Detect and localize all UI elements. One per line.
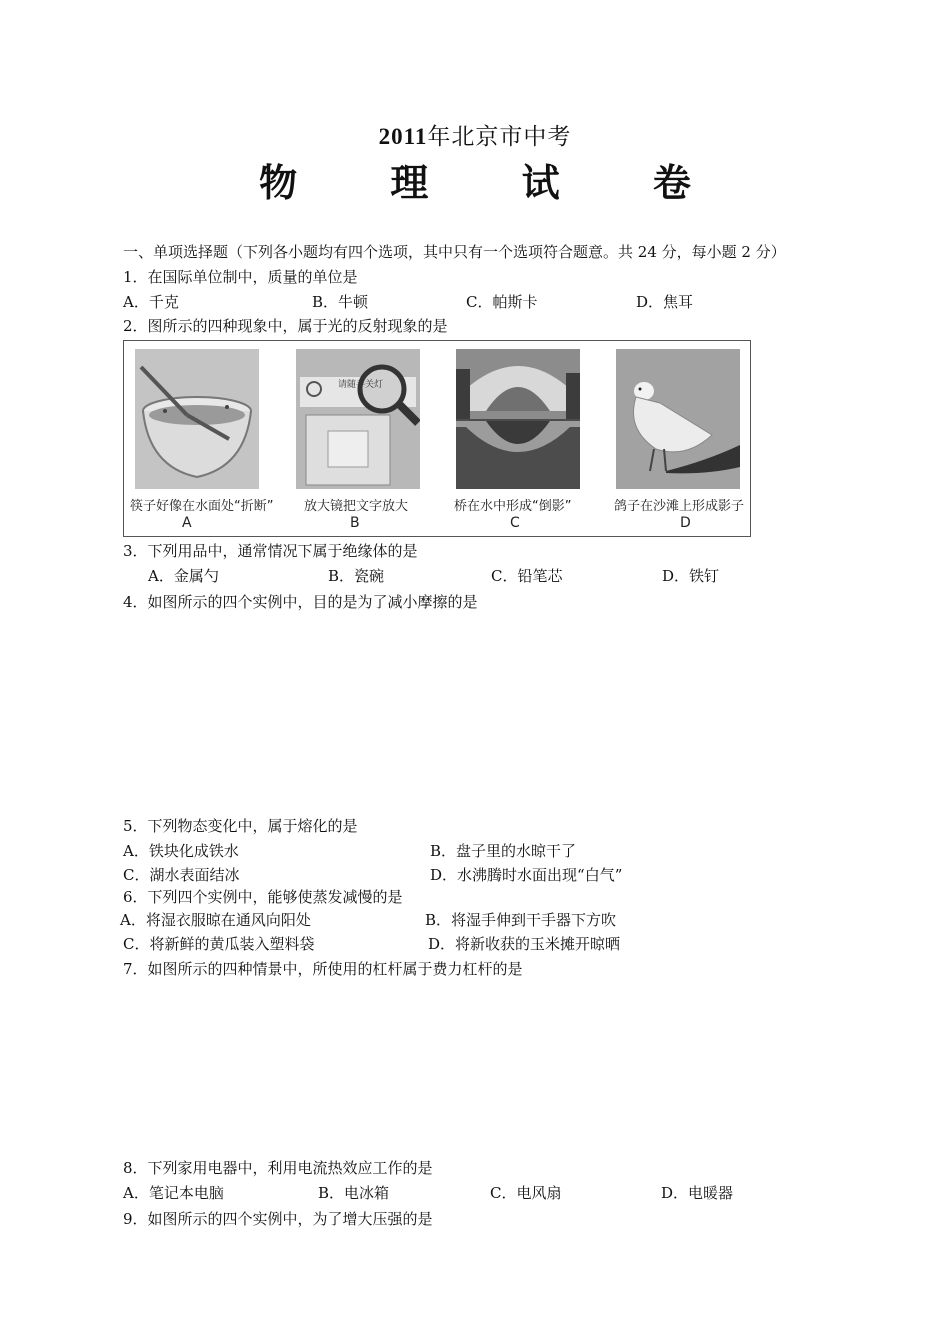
q1-option-d: D．焦耳	[636, 293, 694, 311]
exam-subtitle-text: 年北京市中考	[427, 124, 572, 150]
question-7: 7．如图所示的四种情景中，所使用的杠杆属于费力杠杆的是	[123, 960, 523, 978]
question-5: 5．下列物态变化中，属于熔化的是	[123, 817, 358, 835]
question-3: 3．下列用品中，通常情况下属于绝缘体的是	[123, 542, 418, 560]
caption-b: 放大镜把文字放大	[304, 499, 409, 514]
question-4: 4．如图所示的四个实例中，目的是为了减小摩擦的是	[123, 593, 478, 611]
question-8: 8．下列家用电器中，利用电流热效应工作的是	[123, 1159, 433, 1177]
q3-option-c: C．铅笔芯	[491, 567, 563, 585]
q6-option-c: C．将新鲜的黄瓜装入塑料袋	[123, 935, 315, 953]
q6-option-d: D．将新收获的玉米摊开晾晒	[428, 935, 621, 953]
q5-option-d: D．水沸腾时水面出现“白气”	[430, 866, 623, 884]
q8-option-a: A．笔记本电脑	[123, 1184, 224, 1202]
q8-option-d: D．电暖器	[661, 1184, 734, 1202]
q5-option-b: B．盘子里的水晾干了	[430, 842, 577, 860]
sign-text: 请随手关灯	[338, 380, 384, 390]
q1-option-a: A．千克	[123, 293, 179, 311]
caption-d: 鸽子在沙滩上形成影子	[614, 499, 745, 514]
q2-figure	[123, 340, 751, 537]
q1-option-b: B．牛顿	[312, 293, 369, 311]
caption-c: 桥在水中形成“倒影”	[454, 499, 572, 514]
q6-option-b: B．将湿手伸到干手器下方吹	[425, 911, 617, 929]
q5-option-c: C．湖水表面结冰	[123, 866, 240, 884]
q3-option-a: A．金属勺	[148, 567, 219, 585]
pigeon-shadow-image	[616, 349, 740, 489]
label-b: B	[350, 515, 360, 531]
label-a: A	[182, 515, 192, 531]
question-9: 9．如图所示的四个实例中，为了增大压强的是	[123, 1210, 433, 1228]
section-heading: 一、单项选择题（下列各小题均有四个选项，其中只有一个选项符合题意。共 24 分，每小题 2 分）	[123, 243, 786, 261]
bowl-chopsticks-image	[135, 349, 259, 489]
exam-subtitle	[0, 118, 950, 151]
magnifier-sign-image	[296, 349, 420, 489]
q6-option-a: A．将湿衣服晾在通风向阳处	[120, 911, 311, 929]
question-1: 1．在国际单位制中，质量的单位是	[123, 268, 358, 286]
question-2: 2．图所示的四种现象中，属于光的反射现象的是	[123, 317, 448, 335]
q8-option-c: C．电风扇	[490, 1184, 562, 1202]
bridge-reflection-image	[456, 349, 580, 489]
exam-year: 2011	[378, 124, 428, 149]
label-d: D	[680, 515, 691, 531]
question-6: 6．下列四个实例中，能够使蒸发减慢的是	[123, 888, 403, 906]
q8-option-b: B．电冰箱	[318, 1184, 390, 1202]
q1-option-c: C．帕斯卡	[466, 293, 538, 311]
exam-title: 物 理 试 卷	[259, 160, 731, 205]
label-c: C	[510, 515, 520, 531]
caption-a: 筷子好像在水面处“折断”	[130, 499, 274, 514]
q3-option-d: D．铁钉	[662, 567, 720, 585]
q3-option-b: B．瓷碗	[328, 567, 385, 585]
q5-option-a: A．铁块化成铁水	[123, 842, 239, 860]
